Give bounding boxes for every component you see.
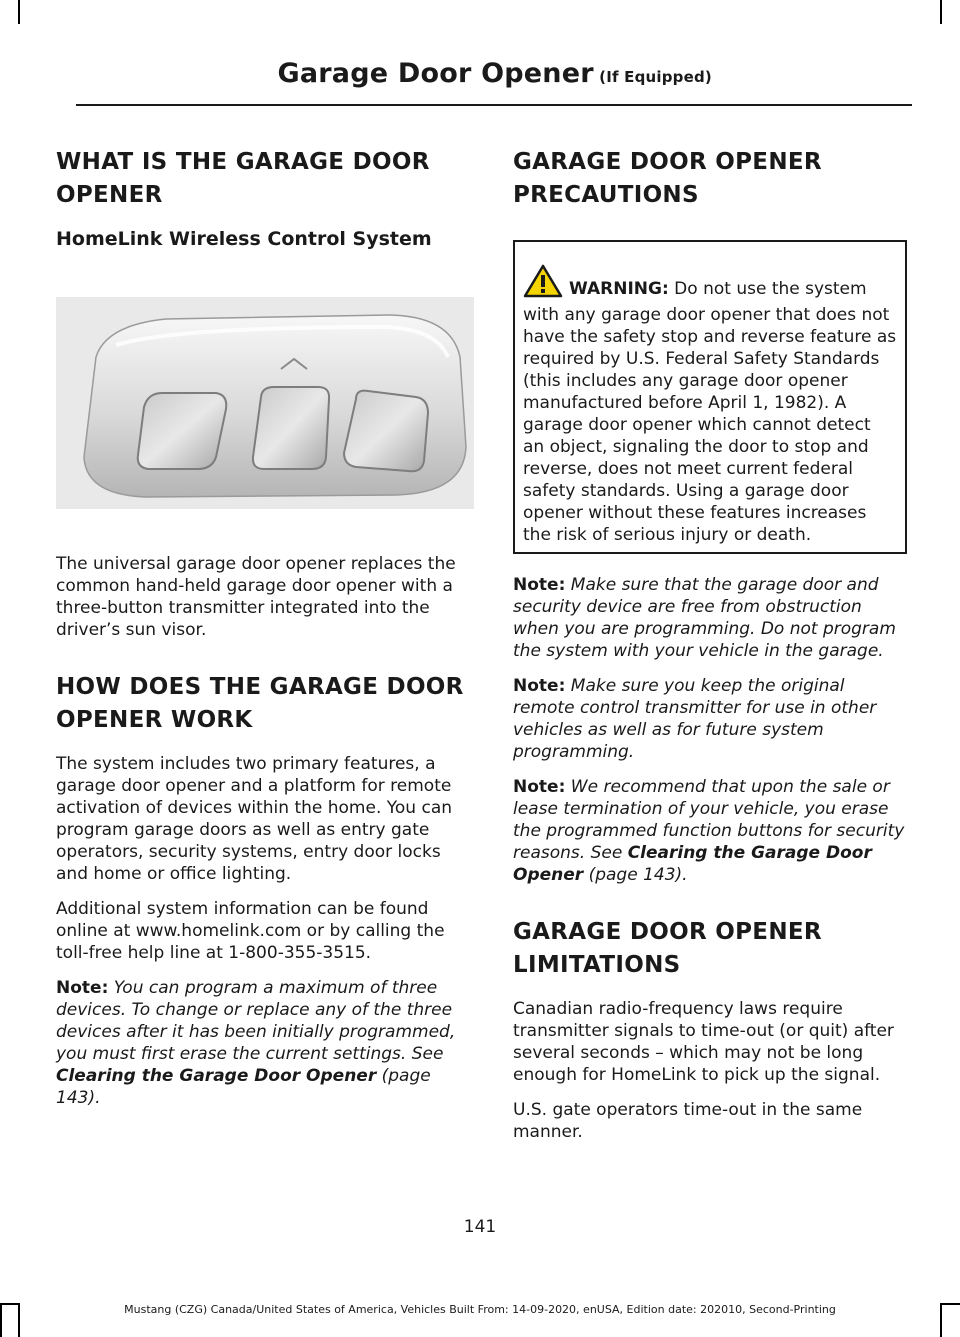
- note-label: Note:: [56, 978, 109, 998]
- homelink-transmitter-figure: [56, 297, 474, 509]
- note-label: Note:: [513, 777, 566, 797]
- intro-paragraph: The universal garage door opener replaces the common hand-held garage door opener with a three-button transmitter integrated into the driver’s sun visor.: [56, 554, 456, 640]
- section-heading-what-is: WHAT IS THE GARAGE DOOR OPENER: [56, 149, 430, 208]
- us-gate-paragraph: U.S. gate operators time-out in the same manner.: [513, 1100, 863, 1142]
- note-text: Make sure you keep the original remote control transmitter for use in other vehicles as well as for future system programming.: [513, 676, 877, 762]
- cross-reference-link[interactable]: Clearing the Garage Door Opener: [56, 1066, 377, 1086]
- header-rule: [76, 104, 912, 106]
- page-reference: (page 143).: [583, 865, 688, 885]
- warning-paragraph: [523, 264, 897, 546]
- warning-triangle-icon: [523, 264, 563, 304]
- warning-label: WARNING:: [569, 279, 669, 299]
- note-obstruction: [513, 574, 905, 662]
- note-label: Note:: [513, 676, 566, 696]
- crop-mark: [940, 0, 942, 24]
- crop-mark: [18, 0, 20, 24]
- subheading-homelink: HomeLink Wireless Control System: [56, 228, 432, 250]
- note-text: Make sure that the garage door and security device are free from obstruction when you are programming. Do not program the system with your vehicle in the garage.: [513, 575, 896, 661]
- warning-box: [513, 240, 907, 554]
- cross-reference-link[interactable]: Clearing the Garage Door Opener: [513, 843, 872, 885]
- section-heading-limitations: GARAGE DOOR OPENER LIMITATIONS: [513, 919, 822, 978]
- page-number: 141: [463, 1217, 497, 1237]
- note-label: Note:: [513, 575, 566, 595]
- features-paragraph: The system includes two primary features, a garage door opener and a platform for remote activation of devices within the home. You can program garage doors as well as entry gate operators, security systems, entry door locks and home or office lighting.: [56, 754, 453, 884]
- warning-text: Do not use the system with any garage door opener that does not have the safety stop and reverse feature as required by U.S. Federal Safety Standards (this includes any garage door opener manufactured before April 1, 1982). A garage door opener which cannot detect an object, signaling the door to stop and reverse, does not meet current federal safety standards. Using a garage door opener without these features increases the risk of serious injury or death.: [523, 279, 897, 545]
- note-text: You can program a maximum of three devices. To change or replace any of the three devices after it has been initially programmed, you must first erase the current settings. See: [56, 978, 456, 1064]
- right-column: [513, 146, 905, 1156]
- page-header-title: Garage Door Opener (If Equipped): [277, 58, 712, 89]
- note-max-devices: [56, 977, 476, 1109]
- note-erase-buttons: [513, 776, 905, 886]
- homelink-transmitter-icon: [56, 297, 474, 509]
- note-text: We recommend that upon the sale or lease termination of your vehicle, you erase the programmed function buttons for security reasons. See: [513, 777, 905, 863]
- footer-edition-info: Mustang (CZG) Canada/United States of America, Vehicles Built From: 14-09-2020, enUSA, Edition date: 202010, Second-Printing: [124, 1303, 836, 1316]
- section-heading-precautions: GARAGE DOOR OPENER PRECAUTIONS: [513, 149, 822, 208]
- header-title-suffix: (If Equipped): [593, 68, 712, 86]
- note-keep-transmitter: [513, 675, 905, 763]
- left-column: [56, 146, 476, 1122]
- section-heading-how-works: HOW DOES THE GARAGE DOOR OPENER WORK: [56, 674, 464, 733]
- canadian-laws-paragraph: Canadian radio-frequency laws require transmitter signals to time-out (or quit) after several seconds – which may not be long enough for HomeLink to pick up the signal.: [513, 999, 894, 1085]
- help-line-paragraph: Additional system information can be found online at www.homelink.com or by calling the toll-free help line at 1-800-355-3515.: [56, 899, 445, 963]
- page-reference: (page 143).: [56, 1066, 431, 1108]
